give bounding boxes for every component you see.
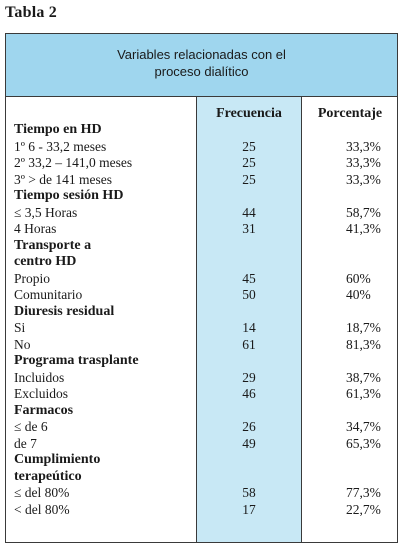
data-table (5, 33, 398, 543)
porcentaje-cell (302, 155, 394, 172)
table-row (6, 139, 397, 156)
table-row (6, 502, 397, 519)
section-label: Cumplimiento (14, 452, 101, 467)
porcentaje-cell (302, 320, 394, 337)
section-label: Tiempo sesión HD (14, 188, 124, 203)
table-row (6, 155, 397, 172)
porcentaje-cell (302, 271, 394, 288)
porcentaje-cell (302, 172, 394, 189)
row-label: Si (14, 320, 26, 335)
frecuencia-cell: 61 (242, 336, 256, 352)
row-label: ≤ 3,5 Horas (14, 204, 78, 220)
column-header-porcentaje: Porcentaje (317, 106, 383, 121)
porcentaje-cell (302, 221, 394, 238)
row-label: Incluidos (14, 369, 65, 385)
row-label: Excluidos (14, 386, 68, 401)
row-label: ≤ de 6 (14, 419, 48, 434)
section-header-row (6, 238, 397, 255)
frecuencia-cell: 50 (242, 287, 256, 302)
porcentaje-cell (302, 139, 394, 156)
porcentaje-value: 34,7% (346, 419, 381, 434)
table-row (6, 320, 397, 337)
porcentaje-cell (302, 485, 394, 502)
frecuencia-cell: 58 (242, 485, 256, 500)
row-label: 4 Horas (14, 221, 57, 236)
frecuencia-cell: 46 (242, 386, 256, 401)
frecuencia-cell: 14 (242, 320, 256, 335)
porcentaje-value: 22,7% (346, 501, 381, 517)
frecuencia-cell: 49 (242, 435, 256, 451)
table-row (6, 205, 397, 222)
frecuencia-cell: 29 (242, 369, 256, 385)
porcentaje-cell (302, 337, 394, 354)
porcentaje-cell (302, 436, 394, 453)
table-row (6, 386, 397, 403)
section-label: Diuresis residual (14, 303, 115, 319)
frecuencia-cell: 26 (242, 419, 256, 434)
porcentaje-value: 81,3% (346, 336, 381, 352)
porcentaje-cell (302, 386, 394, 403)
porcentaje-value: 40% (346, 287, 371, 302)
section-header-row (6, 403, 397, 420)
frecuencia-cell: 45 (242, 270, 256, 286)
section-label: Transporte a (14, 237, 92, 253)
section-label: Farmacos (14, 402, 74, 418)
frecuencia-cell: 25 (242, 138, 256, 154)
row-label: No (14, 336, 31, 352)
frecuencia-cell: 25 (242, 171, 256, 187)
porcentaje-cell (302, 205, 394, 222)
porcentaje-cell (302, 502, 394, 519)
section-header-row (6, 122, 397, 139)
porcentaje-value: 33,3% (346, 138, 381, 154)
porcentaje-value: 38,7% (346, 369, 381, 385)
frecuencia-cell: 25 (242, 155, 256, 170)
section-header-row (6, 452, 397, 469)
row-label: 1º 6 - 33,2 meses (14, 138, 107, 154)
porcentaje-value: 18,7% (346, 320, 381, 335)
porcentaje-value: 58,7% (346, 204, 381, 220)
porcentaje-value: 33,3% (346, 155, 381, 170)
table-row (6, 485, 397, 502)
section-header-row (6, 353, 397, 370)
table-row (6, 221, 397, 238)
row-label: < del 80% (14, 501, 70, 517)
table-row (6, 172, 397, 189)
row-label: Comunitario (14, 287, 83, 302)
porcentaje-cell (302, 370, 394, 387)
table-row (6, 287, 397, 304)
table-row (6, 436, 397, 453)
row-label: 3º > de 141 meses (14, 171, 113, 187)
porcentaje-value: 33,3% (346, 171, 381, 187)
porcentaje-value: 60% (346, 270, 371, 286)
section-header-row (6, 254, 397, 271)
section-header-row (6, 469, 397, 486)
frecuencia-cell: 44 (242, 204, 256, 220)
column-header-frecuencia: Frecuencia (216, 106, 282, 121)
table-row (6, 419, 397, 436)
porcentaje-value: 41,3% (346, 221, 381, 236)
porcentaje-value: 61,3% (346, 386, 381, 401)
row-label: ≤ del 80% (14, 485, 70, 500)
table-header (6, 34, 397, 97)
section-label: Programa trasplante (14, 353, 139, 368)
frecuencia-cell: 17 (242, 501, 256, 517)
porcentaje-cell (302, 287, 394, 304)
section-label: Tiempo en HD (14, 122, 102, 137)
porcentaje-cell (302, 419, 394, 436)
porcentaje-value: 77,3% (346, 485, 381, 500)
frecuencia-cell: 31 (242, 221, 256, 236)
row-label: Propio (14, 270, 51, 286)
row-label: 2º 33,2 – 141,0 meses (14, 155, 133, 170)
table-title: Tabla 2 (5, 4, 57, 21)
section-label: terapeútico (14, 468, 82, 484)
table-header-line-1: Variables relacionadas con el (117, 47, 286, 62)
table-body (6, 122, 397, 518)
table-row (6, 337, 397, 354)
section-header-row (6, 304, 397, 321)
section-label: centro HD (14, 254, 77, 269)
section-header-row (6, 188, 397, 205)
row-label: de 7 (14, 435, 37, 451)
porcentaje-value: 65,3% (346, 435, 381, 451)
table-header-line-2: proceso dialítico (154, 64, 249, 79)
table-row (6, 271, 397, 288)
table-row (6, 370, 397, 387)
